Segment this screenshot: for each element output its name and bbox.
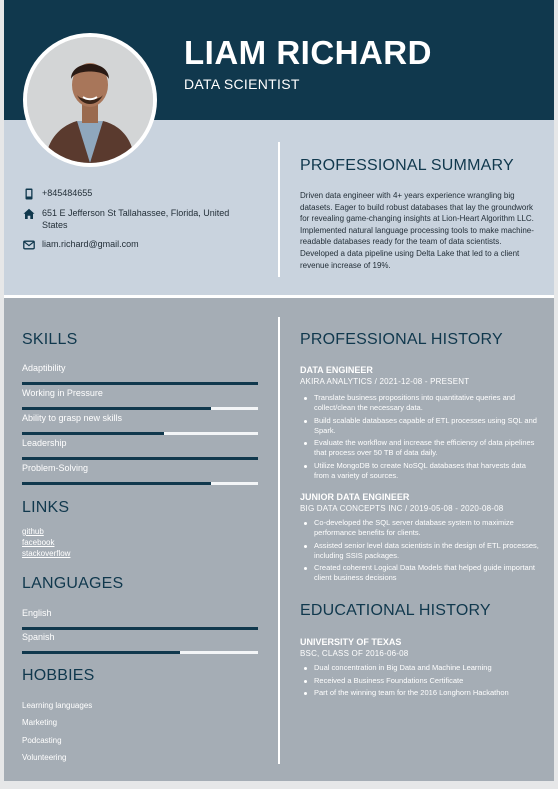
link-github[interactable]: github xyxy=(22,527,44,536)
bullet-item: Evaluate the workflow and increase the efficiency of data pipelines that process over 50 TB of data daily. xyxy=(314,438,540,458)
home-icon xyxy=(23,208,35,220)
links-heading: LINKS xyxy=(22,499,70,516)
skills-heading: SKILLS xyxy=(22,331,78,348)
skill-label: Ability to grasp new skills xyxy=(22,413,123,423)
language-item xyxy=(22,632,258,654)
degree-meta: BSC, CLASS OF 2016-06-08 xyxy=(300,649,409,658)
bullet-item: Dual concentration in Big Data and Machine Learning xyxy=(314,663,540,673)
mail-icon xyxy=(23,239,35,251)
language-bar xyxy=(22,651,258,654)
bullet-item: Created coherent Logical Data Models that helped guide important client business decisions xyxy=(314,563,540,583)
job-meta: AKIRA ANALYTICS / 2021-12-08 - PRESENT xyxy=(300,377,470,386)
job-title: DATA ENGINEER xyxy=(300,365,373,375)
contact-email xyxy=(23,238,232,251)
email-address: liam.richard@gmail.com xyxy=(42,239,139,249)
languages-heading: LANGUAGES xyxy=(22,575,124,592)
hobbies-heading: HOBBIES xyxy=(22,667,95,684)
language-bar xyxy=(22,627,258,630)
bullet-item: Utilize MongoDB to create NoSQL databases that harvests data from a variety of sources. xyxy=(314,461,540,481)
skill-item xyxy=(22,438,258,460)
skill-bar xyxy=(22,482,258,485)
hobby-item: Podcasting xyxy=(22,736,62,745)
contact-address xyxy=(23,207,232,231)
job-title: JUNIOR DATA ENGINEER xyxy=(300,492,410,502)
address: 651 E Jefferson St Tallahassee, Florida, United States xyxy=(42,208,230,230)
skill-bar xyxy=(22,382,258,385)
skill-label: Adaptibility xyxy=(22,363,66,373)
candidate-name: LIAM RICHARD xyxy=(184,34,432,71)
skill-label: Problem-Solving xyxy=(22,463,89,473)
bullet-item: Part of the winning team for the 2016 Longhorn Hackathon xyxy=(314,688,540,698)
bullet-item: Build scalable databases capable of ETL processes using SQL and Spark. xyxy=(314,416,540,436)
profile-photo xyxy=(23,33,157,167)
phone-icon xyxy=(23,188,35,200)
job-bullets xyxy=(300,518,540,586)
school-name: UNIVERSITY OF TEXAS xyxy=(300,637,402,647)
history-heading: PROFESSIONAL HISTORY xyxy=(300,331,503,348)
hobby-item: Volunteering xyxy=(22,753,67,762)
hobby-item: Marketing xyxy=(22,718,58,727)
skill-item xyxy=(22,363,258,385)
contact-phone xyxy=(23,187,232,200)
person-portrait-icon xyxy=(27,37,153,163)
skill-bar xyxy=(22,432,258,435)
divider-vertical-top xyxy=(278,142,280,277)
skill-label: Leadership xyxy=(22,438,67,448)
job-bullets xyxy=(300,393,540,483)
skill-label: Working in Pressure xyxy=(22,388,103,398)
divider-horizontal xyxy=(4,295,554,298)
skill-bar-fill xyxy=(22,482,211,485)
skill-bar-fill xyxy=(22,457,258,460)
phone-number: +845484655 xyxy=(42,188,93,198)
education-heading: EDUCATIONAL HISTORY xyxy=(300,602,491,619)
skill-item xyxy=(22,388,258,410)
hobby-item: Learning languages xyxy=(22,701,93,710)
language-item xyxy=(22,608,258,630)
language-bar-fill xyxy=(22,651,180,654)
bullet-item: Assisted senior level data scientists in the design of ETL processes, including SSIS packages. xyxy=(314,540,539,560)
skill-bar-fill xyxy=(22,382,258,385)
skill-item xyxy=(22,413,258,435)
candidate-job-title: DATA SCIENTIST xyxy=(184,76,300,92)
summary-text: Driven data engineer with 4+ years experience wrangling big datasets. Eager to build robust databases that lay the groundwork for revealing game-changing insights at Lion-Heart Algorithm LLC. Implemented natural language processing tools to make machine-readable databases ready for the team of data scientists. Developed a data pipeline using Delta Lake that led to a client revenue increase of 19%. xyxy=(300,191,534,270)
skill-item xyxy=(22,463,258,485)
divider-vertical-bottom xyxy=(278,317,280,764)
summary-heading: PROFESSIONAL SUMMARY xyxy=(300,157,514,174)
language-label: Spanish xyxy=(22,632,55,642)
bullet-item: Received a Business Foundations Certificate xyxy=(314,676,540,686)
education-bullets xyxy=(300,663,540,701)
avatar xyxy=(27,37,153,163)
job-meta: BIG DATA CONCEPTS INC / 2019-05-08 - 2020-08-08 xyxy=(300,504,504,513)
skill-bar-fill xyxy=(22,407,211,410)
bullet-item: Translate business propositions into quantitative queries and collect/clean the necessary data. xyxy=(314,393,540,413)
resume-page xyxy=(4,0,554,781)
language-bar-fill xyxy=(22,627,258,630)
skill-bar xyxy=(22,457,258,460)
link-stackoverflow[interactable]: stackoverflow xyxy=(22,549,71,558)
bullet-item: Co-developed the SQL server database system to maximize performance benefits for clients. xyxy=(314,518,540,538)
link-facebook[interactable]: facebook xyxy=(22,538,55,547)
skill-bar-fill xyxy=(22,432,164,435)
language-label: English xyxy=(22,608,52,618)
skill-bar xyxy=(22,407,258,410)
